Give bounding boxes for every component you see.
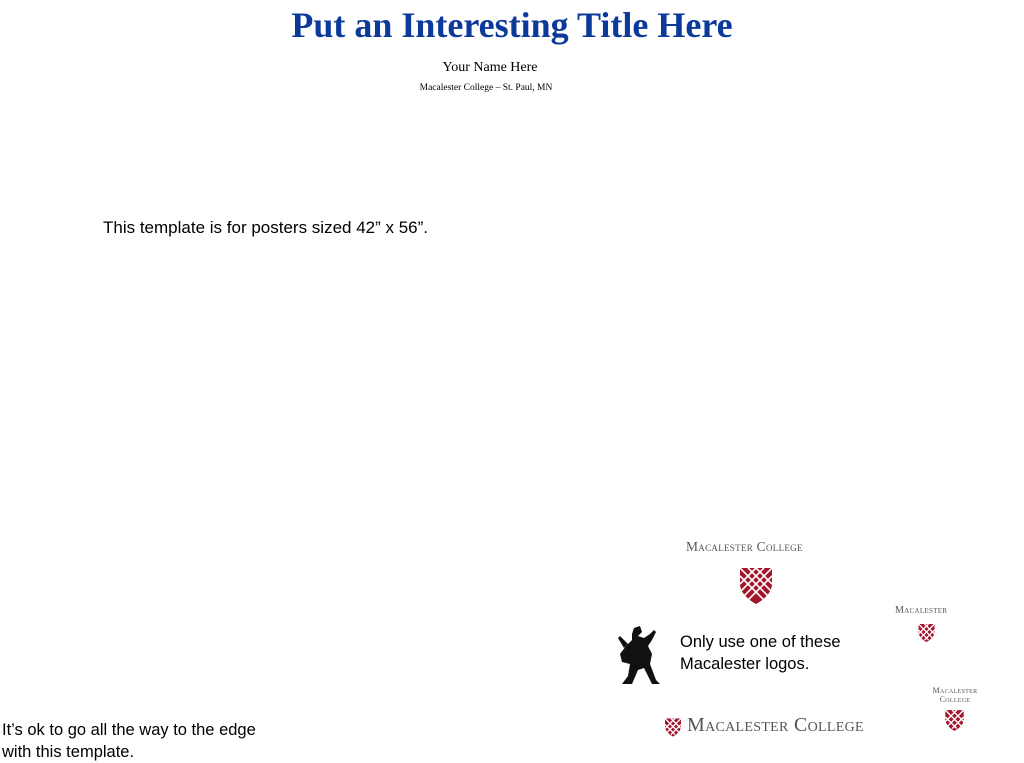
logo-usage-note bbox=[680, 631, 841, 675]
stacked-line-1: Macalester bbox=[932, 686, 978, 695]
plaid-shield-icon bbox=[917, 623, 936, 643]
edge-note-line-2: with this template. bbox=[2, 743, 135, 761]
stacked-line-2: College bbox=[939, 695, 971, 704]
edge-note bbox=[2, 719, 256, 763]
plaid-shield-icon bbox=[664, 717, 682, 738]
author-name: Your Name Here bbox=[442, 60, 538, 75]
logo-large-wordmark: Macalester College bbox=[686, 539, 803, 554]
logo-note-line-2: Macalester logos. bbox=[680, 655, 810, 673]
poster-title: Put an Interesting Title Here bbox=[291, 5, 733, 45]
logo-horizontal-wordmark: Macalester College bbox=[687, 714, 864, 736]
affiliation: Macalester College – St. Paul, MN bbox=[419, 83, 553, 93]
logo-small-wordmark: Macalester bbox=[895, 605, 948, 616]
poster-size-note: This template is for posters sized 42” x 56”. bbox=[103, 218, 429, 237]
edge-note-line-1: It’s ok to go all the way to the edge bbox=[2, 721, 256, 739]
scot-bagpiper-icon bbox=[614, 624, 664, 686]
plaid-shield-icon bbox=[738, 566, 774, 606]
logo-note-line-1: Only use one of these bbox=[680, 633, 841, 651]
logo-stacked-wordmark bbox=[930, 686, 980, 704]
plaid-shield-icon bbox=[944, 709, 965, 732]
